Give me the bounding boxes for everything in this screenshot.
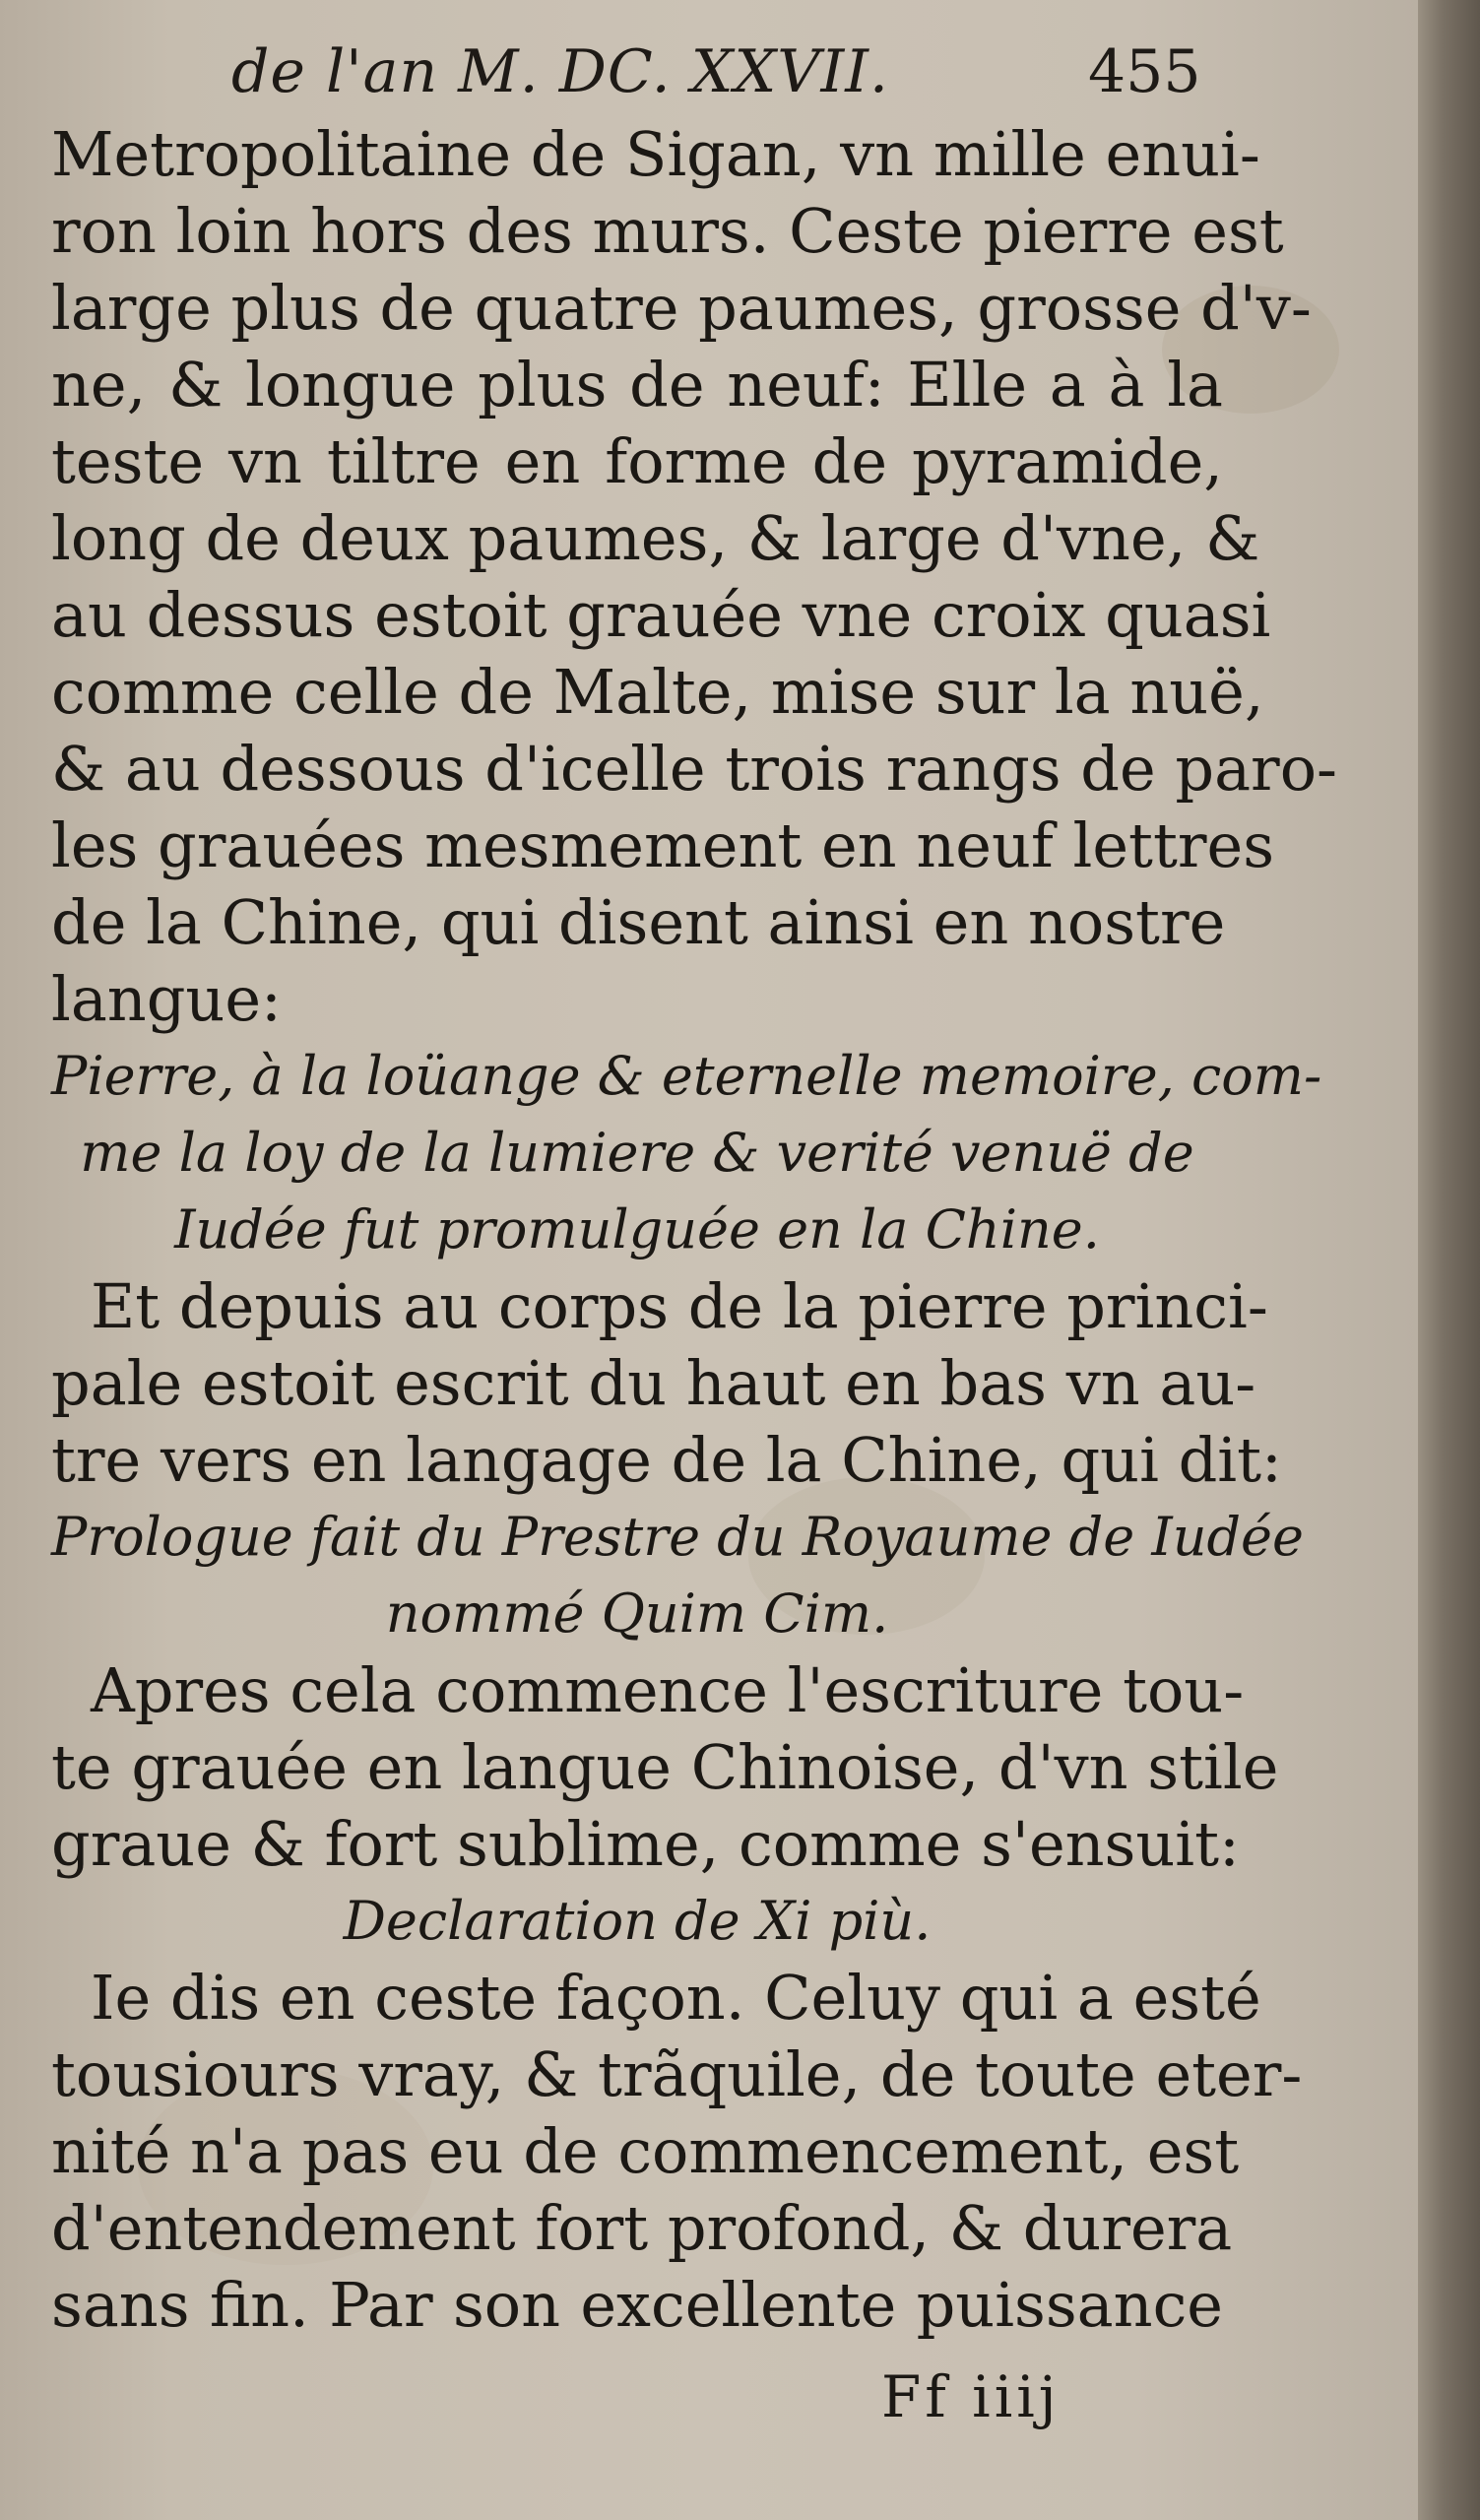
text-line: Metropolitaine de Sigan, vn mille enui- xyxy=(51,118,1260,190)
page-text xyxy=(51,116,1337,2344)
text-line: tousiours vray, & trãquile, de toute eter- xyxy=(51,2038,1303,2110)
text-line: les grauées mesmement en neuf lettres xyxy=(51,809,1275,881)
text-line: comme celle de Malte, mise sur la nuë, xyxy=(51,656,1264,728)
quote-line: Prologue fait du Prestre du Royaume de Iudée xyxy=(51,1506,1304,1568)
text-line: sans fin. Par son excellente puissance xyxy=(51,2269,1223,2341)
text-line: au dessus estoit grauée vne croix quasi xyxy=(51,579,1271,651)
text-line: large plus de quatre paumes, grosse d'v- xyxy=(51,272,1312,344)
text-line: ron loin hors des murs. Ceste pierre est xyxy=(51,195,1284,267)
text-line: Et depuis au corps de la pierre princi- xyxy=(91,1270,1268,1342)
text-line: d'entendement fort profond, & durera xyxy=(51,2192,1233,2264)
page-edge xyxy=(1418,0,1480,2520)
text-line: langue: xyxy=(51,963,282,1035)
quote-line: me la loy de la lumiere & verité venuë de xyxy=(80,1122,1194,1184)
text-line: nité n'a pas eu de commencement, est xyxy=(51,2115,1240,2187)
text-line: graue & fort sublime, comme s'ensuit: xyxy=(51,1808,1240,1880)
section-heading: Declaration de Xi più. xyxy=(343,1890,932,1952)
text-line: & au dessous d'icelle trois rangs de paro- xyxy=(51,733,1337,805)
text-line: Ie dis en ceste façon. Celuy qui a esté xyxy=(91,1962,1261,2034)
text-line: teste vn tiltre en forme de pyramide, xyxy=(51,425,1223,497)
text-line: Apres cela commence l'escriture tou- xyxy=(91,1654,1245,1726)
text-line: de la Chine, qui disent ainsi en nostre xyxy=(51,886,1226,958)
text-line: long de deux paumes, & large d'vne, & xyxy=(51,502,1260,574)
page-header xyxy=(0,37,1418,116)
signature-mark: Ff iiij xyxy=(881,2363,1061,2430)
text-line: ne, & longue plus de neuf: Elle a à la xyxy=(51,349,1223,420)
quote-line: Pierre, à la loüange & eternelle memoire, com- xyxy=(51,1045,1322,1107)
quote-line: Iudée fut promulguée en la Chine. xyxy=(174,1198,1100,1260)
quote-line: nommé Quim Cim. xyxy=(385,1583,889,1645)
running-head: de l'an M. DC. XXVII. xyxy=(231,37,889,106)
text-line: tre vers en langage de la Chine, qui dit: xyxy=(51,1424,1282,1496)
text-line: pale estoit escrit du haut en bas vn au- xyxy=(51,1347,1256,1419)
page-number: 455 xyxy=(1088,37,1201,106)
text-line: te grauée en langue Chinoise, d'vn stile xyxy=(51,1731,1279,1803)
